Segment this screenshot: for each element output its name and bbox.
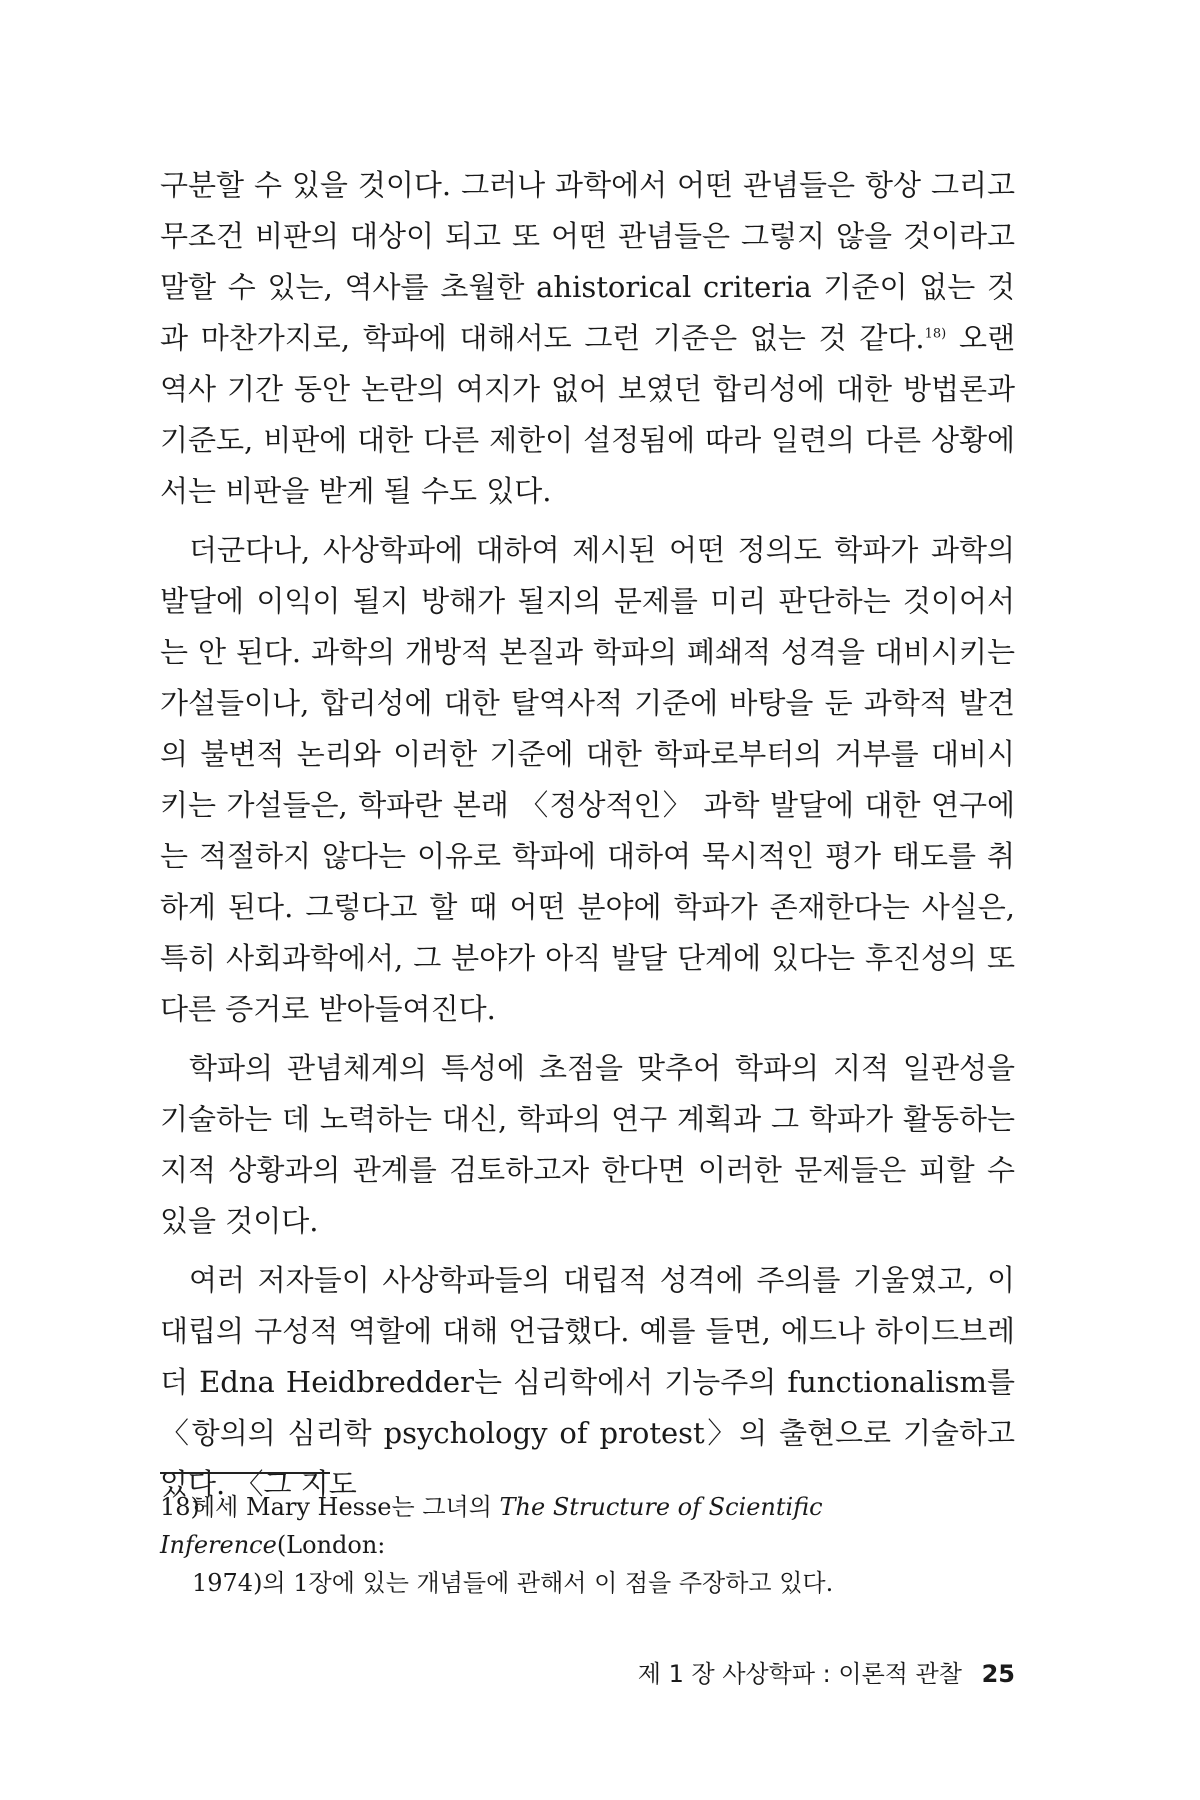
paragraph-3: 학파의 관념체계의 특성에 초점을 맞추어 학파의 지적 일관성을 기술하는 데 노력하는 대신, 학파의 연구 계획과 그 학파가 활동하는 지적 상황과의 관계를 검토하고자 한다면 이러한 문제들은 피할 수 있을 것이다. [160, 1051, 1015, 1238]
footnote-line-1 [160, 1488, 1015, 1564]
paragraph-1-text: 구분할 수 있을 것이다. 그러나 과학에서 어떤 관념들은 항상 그리고 무조건 비판의 대상이 되고 또 어떤 관념들은 그렇지 않을 것이라고 말할 수 있는, 역사를 초월한 ahistorical criteria 기준이 없는 것과 마찬가지로, 학파에 대해서도 그런 기준은 없는 것 같다. [160, 168, 1015, 355]
body-text [160, 160, 1015, 1518]
paragraph-1-text-continued: 오랜 역사 기간 동안 논란의 여지가 없어 보였던 합리성에 대한 방법론과 기준도, 비판에 대한 다른 제한이 설정됨에 따라 일련의 다른 상황에서는 비판을 받게 될 수도 있다. [160, 321, 1015, 508]
running-footer [560, 1654, 1015, 1689]
footnote-suffix: (London: [276, 1531, 386, 1559]
paragraph-1 [160, 160, 1015, 517]
footnote-number: 18) [160, 1493, 200, 1521]
paragraph-2: 더군다나, 사상학파에 대하여 제시된 어떤 정의도 학파가 과학의 발달에 이익이 될지 방해가 될지의 문제를 미리 판단하는 것이어서는 안 된다. 과학의 개방적 본질과 학파의 폐쇄적 성격을 대비시키는 가설들이나, 합리성에 대한 탈역사적 기준에 바탕을 둔 과학적 발견의 불변적 논리와 이러한 기준에 대한 학파로부터의 거부를 대비시키는 가설들은, 학파란 본래 〈정상적인〉 과학 발달에 대한 연구에는 적절하지 않다는 이유로 학파에 대하여 묵시적인 평가 태도를 취하게 된다. 그렇다고 할 때 어떤 분야에 학파가 존재한다는 사실은, 특히 사회과학에서, 그 분야가 아직 발달 단계에 있다는 후진성의 또 다른 증거로 받아들여진다. [160, 533, 1015, 1026]
footnote-line-2: 1974)의 1장에 있는 개념들에 관해서 이 점을 주장하고 있다. [192, 1569, 834, 1597]
paragraph-4: 여러 저자들이 사상학파들의 대립적 성격에 주의를 기울였고, 이 대립의 구성적 역할에 대해 언급했다. 예를 들면, 에드나 하이드브레더 Edna Heidbredder는 심리학에서 기능주의 functionalism를 〈항의의 심리학 psychology of protest〉의 출현으로 기술하고 있다. 〈그 지도 [160, 1263, 1015, 1501]
chapter-label: 제 1 장 [637, 1660, 715, 1688]
page-number: 25 [981, 1660, 1015, 1688]
chapter-title: 사상학파 : 이론적 관찰 [722, 1660, 962, 1688]
footnote-marker[interactable]: 18) [924, 326, 947, 342]
footnote [160, 1488, 1015, 1602]
footnote-divider [160, 1472, 330, 1474]
footnote-book-title: The Structure of Scientific Inference [160, 1493, 823, 1559]
footnote-prefix: 헤세 Mary Hesse는 그녀의 [192, 1493, 500, 1521]
